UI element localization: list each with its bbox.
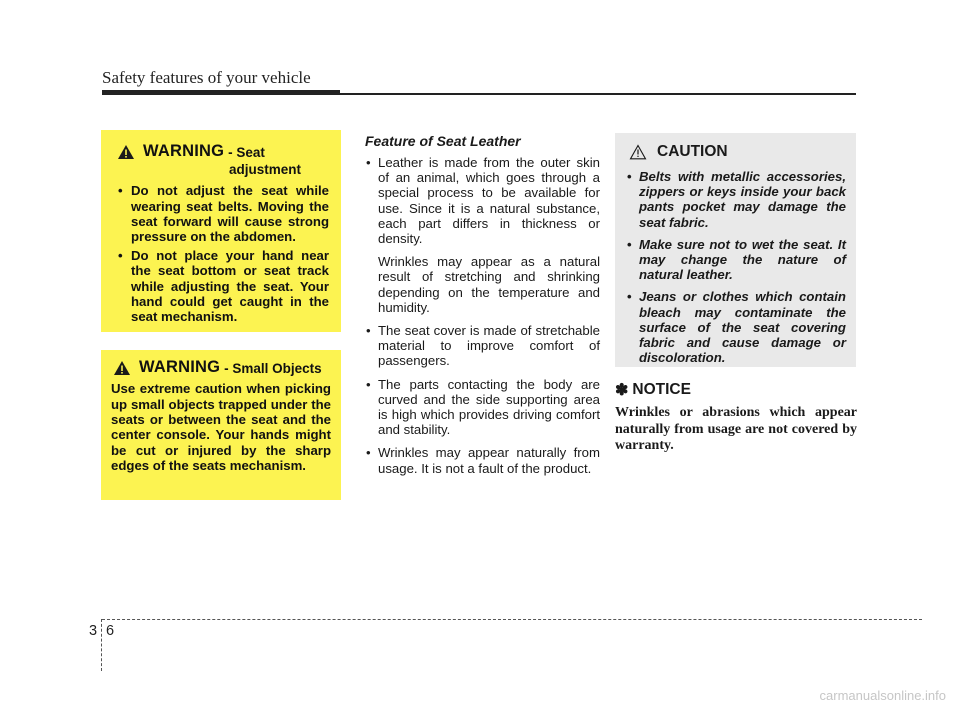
header-rule-thin	[340, 93, 856, 95]
list-item: • Do not adjust the seat while wearing seat belts. Moving the seat forward will cause strong pressure on the abdomen.	[113, 183, 329, 244]
list-item: • The parts contacting the body are curved and the side supporting area is high which provides driving comfort and stability.	[365, 377, 600, 438]
warning-triangle-icon	[117, 144, 135, 160]
list-item: • The seat cover is made of stretchable material to improve comfort of passengers.	[365, 323, 600, 369]
notice-section	[615, 380, 857, 455]
list-item-text: Leather is made from the outer skin of an animal, which goes through a special process to be available for use. Since it is a natural substance, each part differs in thickness or density.	[378, 155, 600, 247]
list-item-continuation: Wrinkles may appear as a natural result of stretching and shrinking depending on the temperature and humidity.	[378, 254, 600, 315]
list-item	[365, 155, 600, 315]
warning-label: WARNING	[139, 358, 221, 376]
list-item: • Make sure not to wet the seat. It may change the nature of natural leather.	[625, 237, 846, 283]
footer-divider	[101, 619, 102, 671]
list-item: • Jeans or clothes which contain bleach may contaminate the surface of the seat covering fabric and cause damage or discoloration.	[625, 289, 846, 365]
warning-subtitle: - Seat	[228, 145, 265, 160]
warning-subtitle-cont: adjustment	[229, 162, 302, 178]
warning-small-text: Use extreme caution when picking up small objects trapped under the seats or between the seat and the center console. Your hands might be cut or injured by the sharp edges of the seats mechanism.	[111, 381, 331, 474]
notice-header	[615, 380, 857, 400]
warning-small-header	[109, 360, 333, 376]
chapter-number: 3	[89, 623, 98, 639]
running-header: Safety features of your vehicle	[102, 68, 311, 87]
header-rule-thick	[102, 90, 340, 95]
warning-subtitle: - Small Objects	[224, 361, 322, 376]
leather-list	[365, 155, 600, 476]
leather-section	[365, 133, 600, 484]
caution-label: CAUTION	[657, 143, 728, 160]
warning-label: WARNING	[143, 142, 225, 160]
notice-text: Wrinkles or abrasions which appear naturally from usage are not covered by warranty.	[615, 405, 857, 453]
list-item: • Wrinkles may appear naturally from usage. It is not a fault of the product.	[365, 445, 600, 475]
section-title: Feature of Seat Leather	[365, 133, 521, 149]
notice-label: NOTICE	[632, 381, 691, 398]
warning-triangle-icon	[113, 360, 131, 376]
caution-triangle-icon	[629, 144, 647, 160]
caution-box	[615, 133, 856, 367]
warning-small-objects-box	[101, 350, 341, 500]
page-number: 6	[106, 623, 115, 639]
caution-header	[625, 143, 846, 161]
list-item: • Belts with metallic accessories, zippers or keys inside your back pants pocket may damage the seat fabric.	[625, 169, 846, 230]
warning-seat-list	[113, 183, 329, 324]
warning-seat-adjustment-box	[101, 130, 341, 332]
warning-seat-header	[113, 144, 329, 160]
list-item: • Do not place your hand near the seat bottom or seat track while adjusting the seat. Your hand could get caught in the seat mechanism.	[113, 248, 329, 324]
footer-rule	[102, 619, 922, 620]
watermark: carmanualsonline.info	[819, 688, 946, 703]
caution-list	[625, 169, 846, 365]
notice-mark-icon: ✽	[615, 382, 629, 399]
